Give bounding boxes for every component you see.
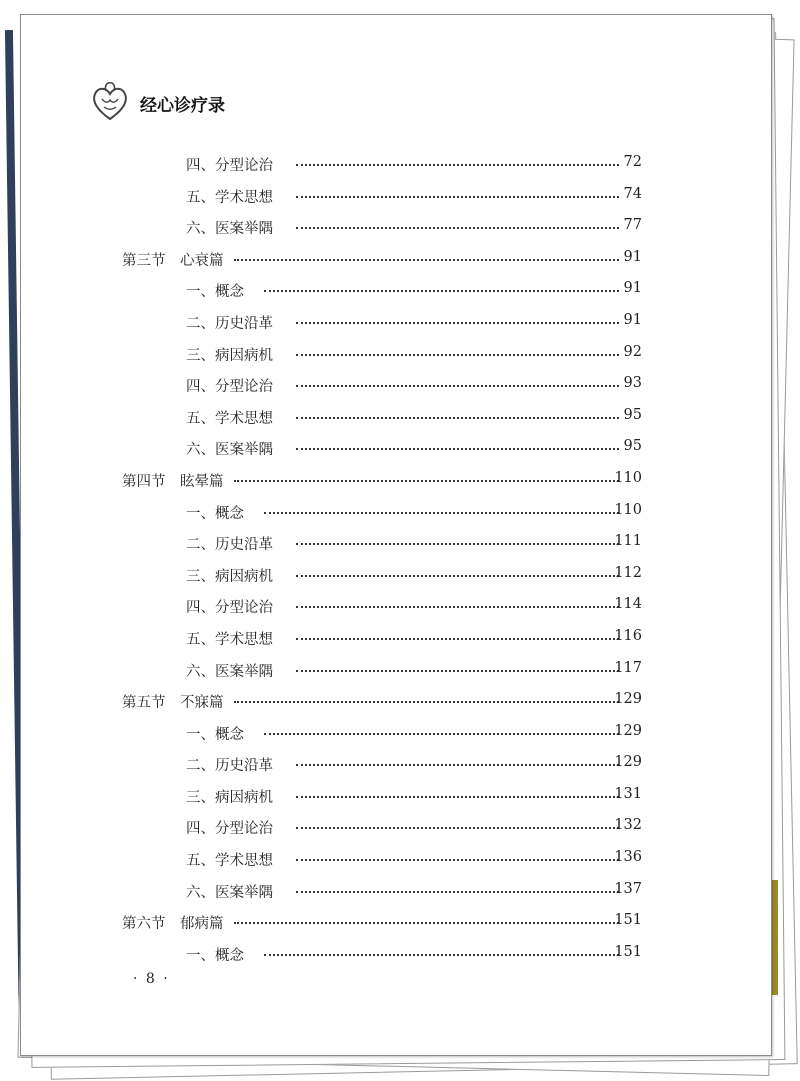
dot-leader (296, 575, 619, 577)
toc-page-number: 131 (614, 785, 642, 802)
dot-leader (296, 670, 619, 672)
toc-page-number: 92 (623, 343, 642, 360)
dot-leader (296, 764, 619, 766)
toc-label: 二、历史沿革 (186, 758, 273, 775)
toc-label: 二、历史沿革 (186, 315, 273, 332)
toc-label: 六、医案举隅 (186, 663, 273, 680)
toc-label: 五、学术思想 (186, 410, 273, 427)
toc-label: 四、分型论治 (186, 821, 273, 838)
dot-leader (296, 448, 619, 450)
toc-label: 五、学术思想 (186, 631, 273, 648)
toc-entry-row (21, 748, 771, 780)
toc-entry-row (21, 654, 771, 686)
toc-section-row (21, 906, 771, 938)
toc-entry-row (21, 527, 771, 559)
dot-leader (296, 543, 619, 545)
toc-page-number: 129 (614, 754, 642, 771)
toc-label: 第五节 不寐篇 (122, 695, 224, 712)
dot-leader (264, 954, 619, 956)
dot-leader (296, 638, 619, 640)
toc-page-number: 72 (623, 154, 642, 170)
toc-page-number: 129 (614, 691, 642, 708)
toc-label: 五、学术思想 (186, 853, 273, 870)
toc-entry-row (21, 274, 771, 306)
dot-leader (296, 354, 619, 356)
toc-page-number: 129 (614, 722, 642, 739)
toc-page-number: 93 (623, 375, 642, 392)
toc-page-number: 91 (623, 280, 642, 297)
dot-leader (296, 606, 619, 608)
toc-page-number: 151 (614, 912, 642, 929)
dot-leader (234, 480, 619, 482)
toc-section-row (21, 685, 771, 717)
book-title: 经心诊疗录 (140, 95, 225, 116)
toc-entry-row (21, 432, 771, 464)
toc-page-number: 136 (614, 849, 642, 866)
toc-entry-row (21, 148, 771, 180)
toc-page-number: 95 (623, 406, 642, 423)
dot-leader (296, 417, 619, 419)
dot-leader (296, 196, 619, 198)
toc-page-number: 110 (614, 469, 642, 486)
toc-page-number: 116 (614, 627, 642, 644)
toc-entry-row (21, 717, 771, 749)
dot-leader (264, 290, 619, 292)
toc-entry-row (21, 780, 771, 812)
toc-label: 四、分型论治 (186, 379, 273, 396)
toc-entry-row (21, 938, 771, 970)
toc-entry-row (21, 559, 771, 591)
toc-label: 一、概念 (186, 947, 244, 964)
dot-leader (234, 701, 619, 703)
toc-page-number: 151 (614, 943, 642, 960)
toc-label: 五、学术思想 (186, 189, 273, 206)
toc-entry-row (21, 843, 771, 875)
toc-entry-row (21, 622, 771, 654)
toc-page-number: 91 (623, 248, 642, 265)
toc-label: 一、概念 (186, 726, 244, 743)
dot-leader (296, 322, 619, 324)
dot-leader (264, 512, 619, 514)
toc-page-number: 74 (623, 185, 642, 202)
toc-entry-row (21, 590, 771, 622)
toc-label: 第三节 心衰篇 (122, 252, 224, 269)
document-page (20, 14, 772, 1056)
toc-page-number: 111 (614, 533, 642, 550)
toc-page-number: 117 (614, 659, 642, 676)
toc-label: 六、医案举隅 (186, 884, 273, 901)
toc-entry-row (21, 496, 771, 528)
toc-section-row (21, 464, 771, 496)
toc-label: 三、病因病机 (186, 789, 273, 806)
toc-label: 六、医案举隅 (186, 221, 273, 238)
toc-entry-row (21, 369, 771, 401)
dot-leader (296, 385, 619, 387)
toc-page-number: 91 (623, 311, 642, 328)
toc-entry-row (21, 811, 771, 843)
toc-page-number: 112 (614, 564, 642, 581)
toc-label: 一、概念 (186, 505, 244, 522)
dot-leader (296, 164, 619, 166)
toc-label: 一、概念 (186, 284, 244, 301)
toc-page-number: 132 (614, 817, 642, 834)
toc-label: 三、病因病机 (186, 347, 273, 364)
toc-page-number: 137 (614, 880, 642, 897)
dot-leader (296, 796, 619, 798)
heart-logo-icon (86, 79, 134, 127)
dot-leader (296, 859, 619, 861)
toc-section-row (21, 243, 771, 275)
toc-entry-row (21, 180, 771, 212)
toc-entry-row (21, 211, 771, 243)
toc-page-number: 110 (614, 501, 642, 518)
dot-leader (296, 227, 619, 229)
toc-entry-row (21, 338, 771, 370)
toc-label: 三、病因病机 (186, 568, 273, 585)
toc-label: 六、医案举隅 (186, 442, 273, 459)
toc-label: 第六节 郁病篇 (122, 916, 224, 933)
page-number: · 8 · (133, 971, 170, 987)
dot-leader (234, 259, 619, 261)
toc-entry-row (21, 401, 771, 433)
toc-entry-row (21, 875, 771, 907)
dot-leader (234, 922, 619, 924)
toc-label: 四、分型论治 (186, 158, 273, 174)
table-of-contents (21, 148, 771, 969)
toc-entry-row (21, 306, 771, 338)
toc-page-number: 114 (614, 596, 642, 613)
running-header (86, 79, 225, 127)
toc-page-number: 77 (623, 217, 642, 234)
toc-label: 第四节 眩晕篇 (122, 473, 224, 490)
dot-leader (264, 733, 619, 735)
toc-label: 四、分型论治 (186, 600, 273, 617)
toc-page-number: 95 (623, 438, 642, 455)
dot-leader (296, 827, 619, 829)
toc-label: 二、历史沿革 (186, 537, 273, 554)
dot-leader (296, 891, 619, 893)
